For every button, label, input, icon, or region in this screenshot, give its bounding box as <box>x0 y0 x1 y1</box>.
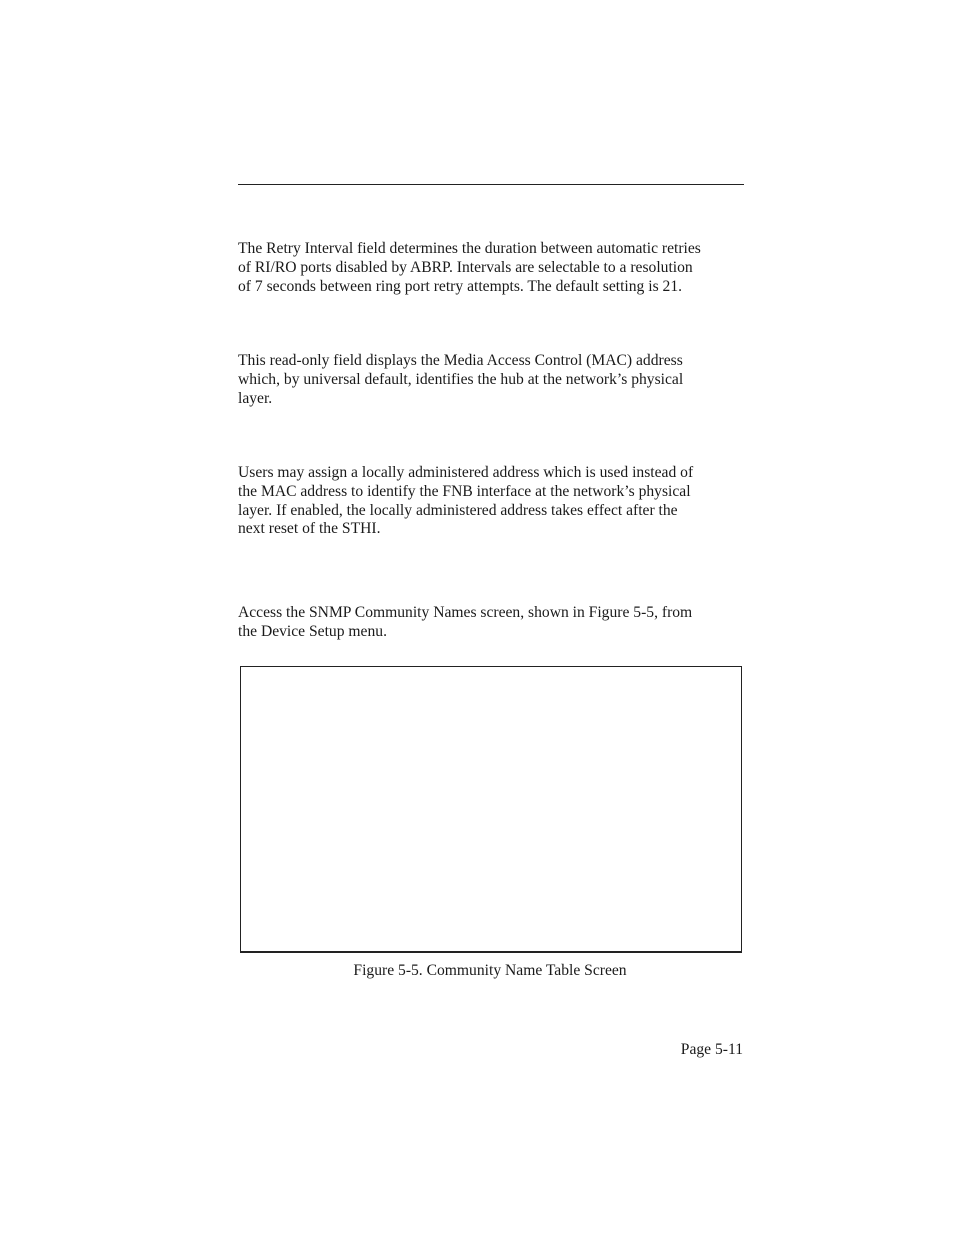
snmp-community-names-paragraph: Access the SNMP Community Names screen, shown in Figure 5-5, from the Device Setup menu. <box>238 604 693 640</box>
figure-caption: Figure 5-5. Community Name Table Screen <box>353 962 627 979</box>
page-number: Page 5-11 <box>680 1041 743 1058</box>
locally-administered-address-paragraph: Users may assign a locally administered address which is used instead of the MAC address to identify the FNB interface at the network’s physical layer. If enabled, the locally administered address takes effect after the next reset of the STHI. <box>238 464 694 538</box>
header-rule <box>238 184 744 185</box>
figure-5-5-screen-placeholder <box>240 666 742 953</box>
retry-interval-paragraph: The Retry Interval field determines the duration between automatic retries of RI/RO ports disabled by ABRP. Intervals are selectable to a resolution of 7 seconds between ring port retry attempts. The default setting is 21. <box>238 240 701 295</box>
mac-address-paragraph: This read-only field displays the Media Access Control (MAC) address which, by universal default, identifies the hub at the network’s physical layer. <box>238 352 684 407</box>
